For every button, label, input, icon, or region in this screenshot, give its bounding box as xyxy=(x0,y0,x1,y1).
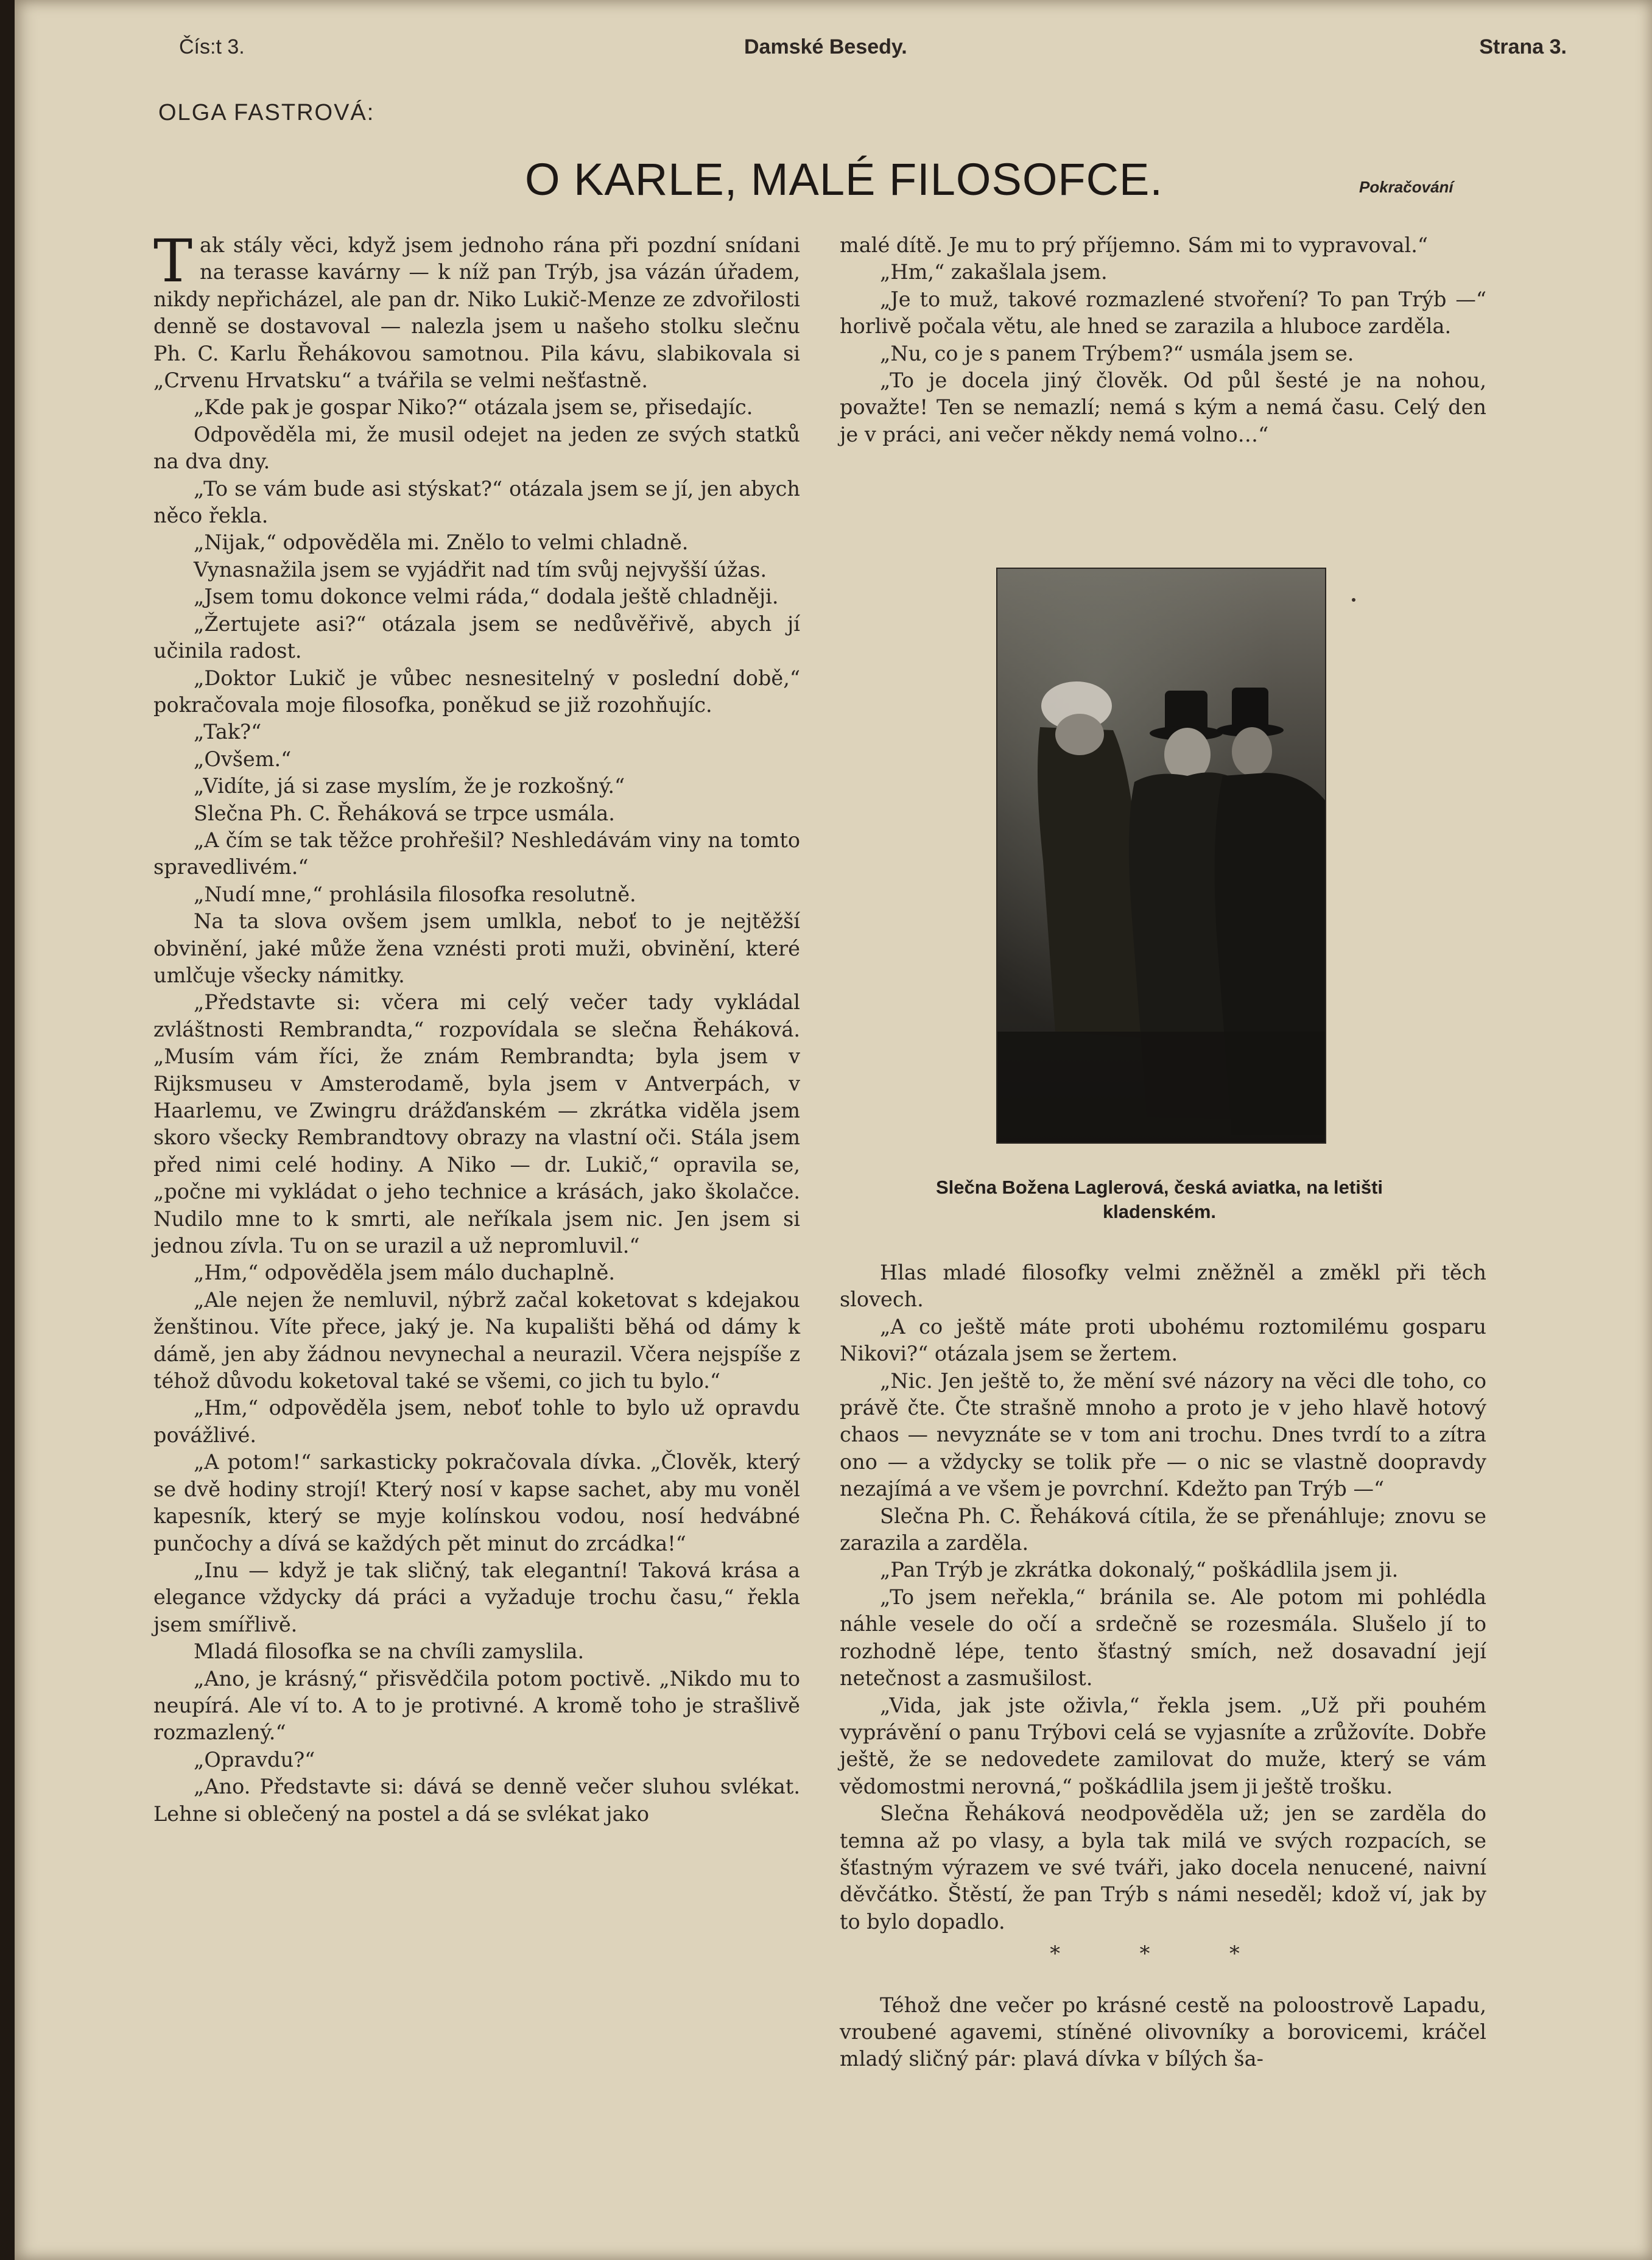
paragraph: „Tak?“ xyxy=(194,720,262,744)
paragraph: Vynasnažila jsem se vyjádřit nad tím svůj nejvyšší úžas. xyxy=(194,557,767,582)
photo-figures-graphic xyxy=(997,569,1325,1142)
continued-note: Pokračování xyxy=(1359,178,1453,196)
opening-paragraph xyxy=(153,227,800,394)
paragraph: „Vida, jak jste oživla,“ řekla jsem. „Už při pouhém vyprávění o panu Trýbovi celá se vyjasníte a zrůžovíte. Dobře ještě, že se nedovedete zamilovat do muže, který se vám vědomostmi nerovná,“ poškádlila jsem ji ještě trošku. xyxy=(840,1693,1486,1798)
paragraph: Mladá filosofka se na chvíli zamyslila. xyxy=(194,1639,585,1664)
print-speck xyxy=(1352,598,1355,602)
paragraph: „Opravdu?“ xyxy=(194,1747,315,1772)
paragraph: „Inu — když je tak sličný, tak elegantní! Taková krása a elegance vždycky dá práci a vyžaduje trochu času,“ řekla jsem smířlivě. xyxy=(153,1558,800,1636)
aviatrix-photo xyxy=(996,568,1326,1144)
page-number: Strana 3. xyxy=(1479,35,1567,58)
opening-paragraph-text: ak stály věci, když jsem jednoho rána při pozdní snídani na terasse kavárny — k níž pan Trýb, jsa vázán úřadem, nikdy nepřicházel, ale pan dr. Niko Lukič-Menze ze zdvořilosti denně se dostavoval — nalezla jsem u našeho stolku slečnu Ph. C. Karlu Řehákovou samotnou. Pila kávu, slabikovala si „Crvenu Hrvatsku“ a tvářila se velmi nešťastně. xyxy=(153,233,800,393)
paragraph: „Nijak,“ odpověděla mi. Znělo to velmi chladně. xyxy=(194,530,689,555)
paragraph: „Kde pak je gospar Niko?“ otázala jsem se, přisedajíc. xyxy=(194,395,753,420)
paragraph: „To se vám bude asi stýskat?“ otázala jsem se jí, jen abych něco řekla. xyxy=(153,476,800,528)
magazine-title: Damské Besedy. xyxy=(744,35,907,58)
article-title: O KARLE, MALÉ FILOSOFCE. xyxy=(525,154,1163,205)
paragraph: „To je docela jiný člověk. Od půl šesté je na nohou, považte! Ten se nemazlí; nemá s kým a nemá času. Celý den je v práci, ani večer někdy nemá volno…“ xyxy=(840,368,1486,446)
paragraph: „A čím se tak těžce prohřešil? Neshledávám viny na tomto spravedlivém.“ xyxy=(153,828,800,879)
paragraph: malé dítě. Je mu to prý příjemno. Sám mi to vypravoval.“ xyxy=(840,233,1428,257)
paragraph: „Hm,“ zakašlala jsem. xyxy=(880,260,1108,284)
paragraph: „Jsem tomu dokonce velmi ráda,“ dodala ještě chladněji. xyxy=(194,585,779,609)
paragraph: „To jsem neřekla,“ bránila se. Ale potom mi pohlédla náhle vesele do očí a srdečně se rozesmála. Slušelo jí to rozhodně lépe, tento šťastný smích, než dosavadní její netečnost a zasmušilost. xyxy=(840,1585,1486,1691)
paragraph: „A potom!“ sarkasticky pokračovala dívka. „Člověk, který se dvě hodiny strojí! Který nosí v kapse sachet, aby mu voněl kapesník, který se myje kolínskou vodou, nosí hedvábné punčochy a dívá se každých pět minut do zrcádka!“ xyxy=(153,1450,800,1555)
paragraph: „Pan Trýb je zkrátka dokonalý,“ poškádlila jsem ji. xyxy=(880,1558,1399,1582)
paragraph: „Nudí mne,“ prohlásila filosofka resolutně. xyxy=(194,882,636,906)
paragraph: „Ovšem.“ xyxy=(194,747,292,771)
paragraph: Slečna Ph. C. Řeháková cítila, že se přenáhluje; znovu se zarazila a zarděla. xyxy=(840,1504,1486,1555)
paragraph: „A co ještě máte proti ubohému roztomilému gosparu Nikovi?“ otázala jsem se žertem. xyxy=(840,1314,1486,1366)
right-column-top xyxy=(840,232,1486,448)
paragraph: „Doktor Lukič je vůbec nesnesitelný v poslední době,“ pokračovala moje filosofka, poněkud se již rozohňujíc. xyxy=(153,666,800,717)
paragraph: „Žertujete asi?“ otázala jsem se nedůvěřivě, abych jí učinila radost. xyxy=(153,611,800,663)
paragraph: Slečna Řeháková neodpověděla už; jen se zarděla do temna až po vlasy, a byla tak milá ve svých rozpacích, se šťastným výrazem ve své tváři, jako docela nenucené, naivní děvčátko. Štěstí, že pan Trýb s námi neseděl; kdož ví, jak by to bylo dopadlo. xyxy=(840,1801,1486,1934)
paragraph: „Nic. Jen ještě to, že mění své názory na věci dle toho, co právě čte. Čte strašně mnoho a proto je v jeho hlavě hotový chaos — nevyznáte se v tom ani trochu. Dnes tvrdí to a zítra ono — a vždycky se tolik pře — o nic se vlastně doopravdy nezajímá a ve všem je povrchní. Kdežto pan Trýb —“ xyxy=(840,1368,1486,1501)
page-binding-edge xyxy=(0,0,15,2260)
left-column xyxy=(153,227,800,1828)
paragraph: Odpověděla mi, že musil odejet na jeden ze svých statků na dva dny. xyxy=(153,422,800,474)
paragraph: „Nu, co je s panem Trýbem?“ usmála jsem se. xyxy=(880,341,1354,365)
paragraph: „Ano, je krásný,“ přisvědčila potom poctivě. „Nikdo mu to neupírá. Ale ví to. A to je protivné. A kromě toho je strašlivě rozmazlený.“ xyxy=(153,1666,800,1745)
article-author: OLGA FASTROVÁ: xyxy=(158,100,375,125)
drop-cap: T xyxy=(153,227,193,295)
paragraph: „Představte si: včera mi celý večer tady vykládal zvláštnosti Rembrandta,“ rozpovídala se slečna Řeháková. „Musím vám říci, že znám Rembrandta; byla jsem v Rijksmuseu v Amsterodamě, byla jsem v Antverpách, v Haarlemu, ve Zwingru drážďanském — zkrátka viděla jsem skoro všecky Rembrandtovy obrazy na vlastní oči. Stála jsem před nimi celé hodiny. A Niko — dr. Lukič,“ opravila se, „počne mi vykládat o jeho technice a krásách, jako školačce. Nudilo mne to k smrti, ale neříkala jsem nic. Jen jsem si jednou zívla. Tu on se urazil a už nepromluvil.“ xyxy=(153,990,800,1258)
paragraph: „Ano. Představte si: dává se denně večer sluhou svlékat. Lehne si oblečený na postel a dá se svlékat jako xyxy=(153,1775,800,1826)
paragraph: „Vidíte, já si zase myslím, že je rozkošný.“ xyxy=(194,774,625,798)
paragraph: Hlas mladé filosofky velmi zněžněl a změkl při těch slovech. xyxy=(840,1261,1486,1312)
right-column-bottom xyxy=(840,1259,1486,2073)
paragraph: „Ale nejen že nemluvil, nýbrž začal koketovat s kdejakou ženštinou. Víte přece, jaký je. Na kupališti běhá od dámy k dámě, jen aby žádnou nevynechal a neurazil. Včera nejspíše z téhož důvodu koketoval také se všemi, co jich tu bylo.“ xyxy=(153,1287,800,1393)
paragraph: „Hm,“ odpověděla jsem málo duchaplně. xyxy=(194,1261,615,1285)
paragraph: Na ta slova ovšem jsem umlkla, neboť to je nejtěžší obvinění, jaké může žena vznésti proti muži, obvinění, které umlčuje všecky námitky. xyxy=(153,909,800,987)
section-separator: * * * xyxy=(1050,1941,1276,1966)
magazine-page xyxy=(15,0,1652,2260)
paragraph: „Hm,“ odpověděla jsem, neboť tohle to bylo už opravdu povážlivé. xyxy=(153,1396,800,1447)
paragraph: Téhož dne večer po krásné cestě na poloostrově Lapadu, vroubené agavemi, stíněné olivovníky a borovicemi, kráčel mladý sličný pár: plavá dívka v bílých ša- xyxy=(840,1993,1486,2071)
photo-caption: Slečna Božena Laglerová, česká aviatka, na letišti kladenském. xyxy=(935,1177,1383,1222)
paragraph: Slečna Ph. C. Řeháková se trpce usmála. xyxy=(194,801,615,825)
paragraph: „Je to muž, takové rozmazlené stvoření? To pan Trýb —“ horlivě počala větu, ale hned se zarazila a hluboce zarděla. xyxy=(840,287,1486,339)
issue-number: Čís:t 3. xyxy=(179,35,245,58)
